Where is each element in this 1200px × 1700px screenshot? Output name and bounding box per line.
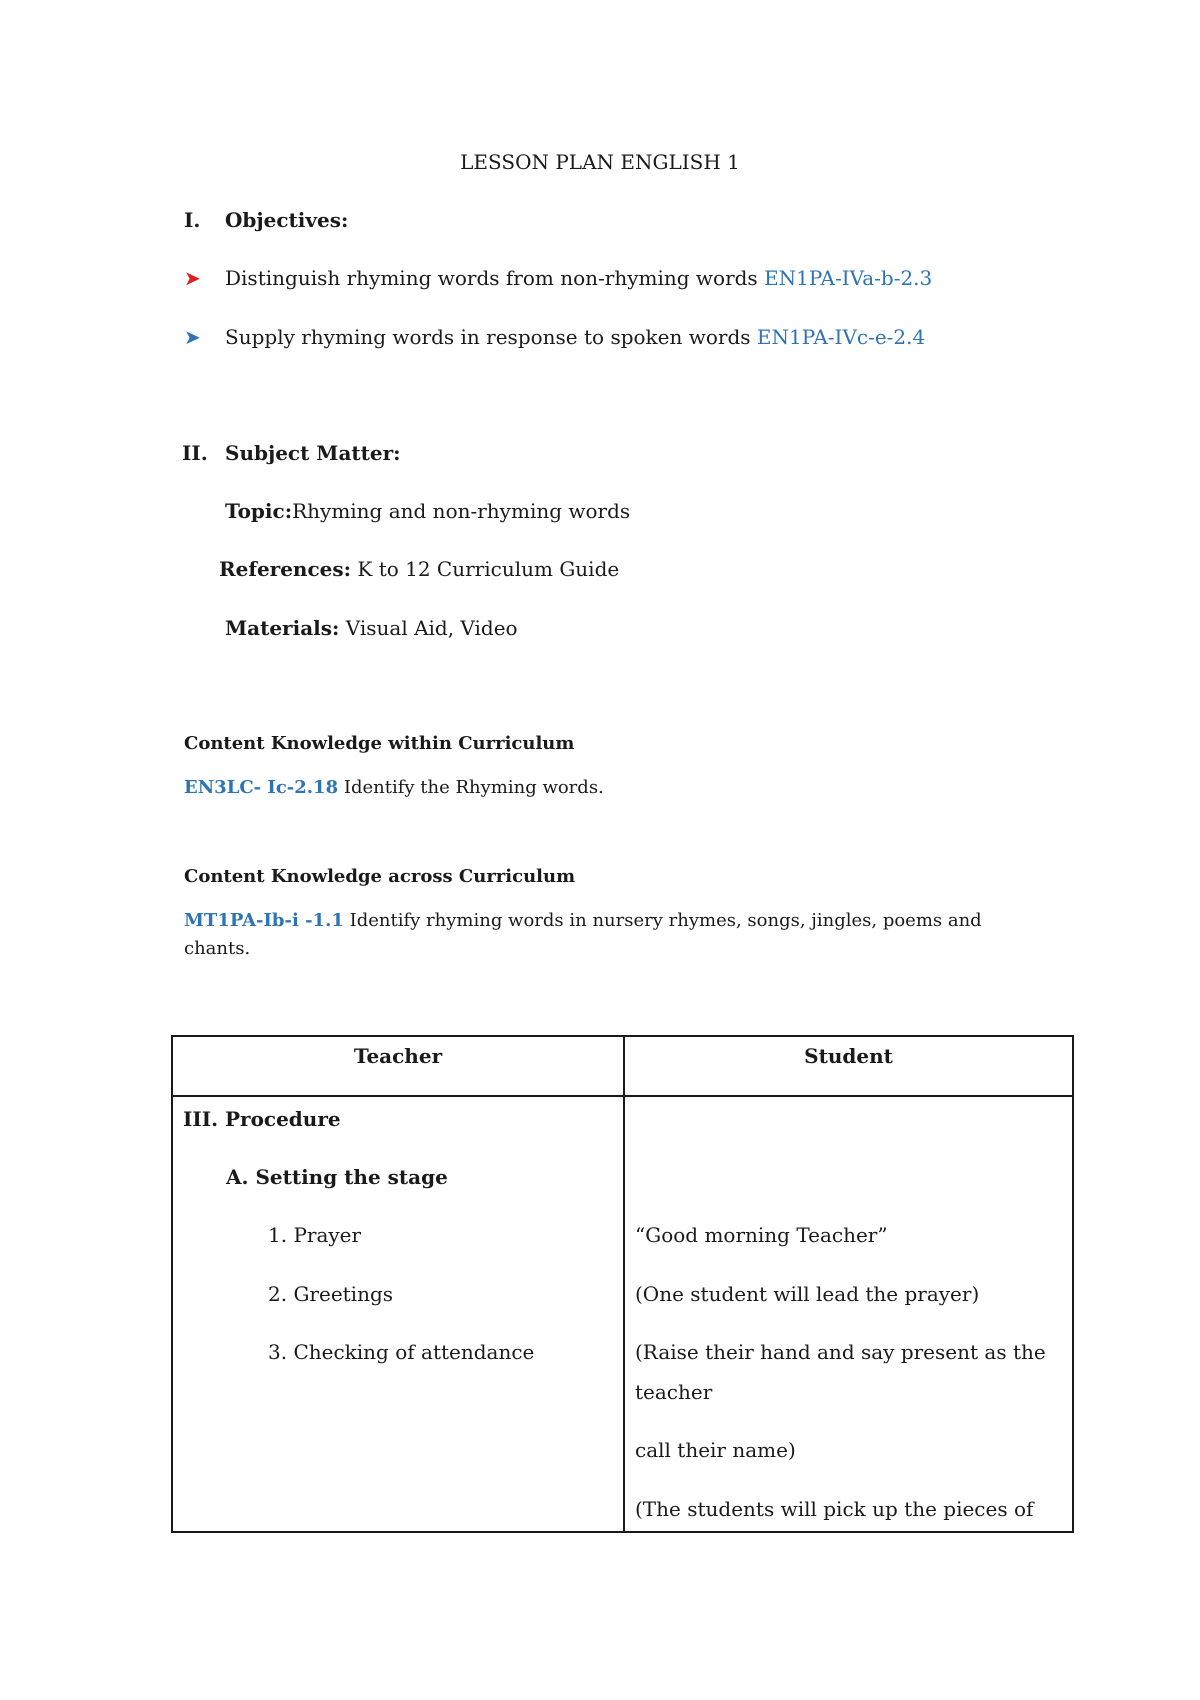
teacher-step: 1. Prayer [268, 1223, 362, 1247]
content-within-text: Identify the Rhyming words. [343, 777, 604, 798]
content-across-code: MT1PA-Ib-i -1.1 [184, 910, 344, 931]
blue-arrow-bullet-icon: ➤ [184, 325, 201, 349]
student-cell [624, 1096, 1073, 1532]
teacher-step: 3. Checking of attendance [268, 1340, 535, 1364]
objective-code: EN1PA-IVc-e-2.4 [756, 325, 926, 349]
objective-text: Supply rhyming words in response to spoken words [225, 325, 751, 349]
references-value: K to 12 Curriculum Guide [357, 557, 620, 581]
student-response-line: teacher [635, 1380, 713, 1404]
materials-line [225, 616, 518, 640]
setting-the-stage-heading: A. Setting the stage [226, 1165, 448, 1189]
objective-text: Distinguish rhyming words from non-rhyming words [225, 266, 758, 290]
procedure-heading: III. Procedure [183, 1107, 341, 1131]
materials-label: Materials: [225, 616, 340, 640]
objective-item-2 [225, 325, 925, 349]
content-across-line [184, 910, 982, 931]
materials-value: Visual Aid, Video [345, 616, 518, 640]
topic-value: Rhyming and non-rhyming words [292, 499, 631, 523]
objective-code: EN1PA-IVa-b-2.3 [764, 266, 933, 290]
teacher-cell [172, 1096, 624, 1532]
content-within-heading: Content Knowledge within Curriculum [184, 733, 575, 754]
content-across-text: Identify rhyming words in nursery rhymes, songs, jingles, poems and [349, 910, 982, 931]
student-response-line: “Good morning Teacher” [635, 1223, 888, 1247]
content-within-code: EN3LC- Ic-2.18 [184, 777, 339, 798]
subject-matter-heading: Subject Matter: [225, 441, 401, 465]
student-response-line: (Raise their hand and say present as the [635, 1340, 1046, 1364]
procedure-table [171, 1035, 1074, 1533]
references-label: References: [219, 557, 352, 581]
subject-matter-numeral: II. [182, 441, 208, 465]
topic-label: Topic: [225, 499, 293, 523]
content-across-text-continued: chants. [184, 938, 251, 959]
student-column-header: Student [624, 1036, 1073, 1096]
teacher-column-header: Teacher [172, 1036, 624, 1096]
content-across-heading: Content Knowledge across Curriculum [184, 866, 576, 887]
content-within-line [184, 777, 604, 798]
red-arrow-bullet-icon: ➤ [184, 266, 201, 290]
references-line [219, 557, 619, 581]
student-response-line: (The students will pick up the pieces of [635, 1497, 1034, 1521]
page-title: LESSON PLAN ENGLISH 1 [460, 150, 740, 174]
student-response-line: call their name) [635, 1438, 796, 1462]
teacher-step: 2. Greetings [268, 1282, 394, 1306]
objectives-numeral: I. [184, 208, 201, 232]
objective-item-1 [225, 266, 932, 290]
topic-line [225, 499, 630, 523]
student-response-line: (One student will lead the prayer) [635, 1282, 980, 1306]
objectives-heading: Objectives: [225, 208, 349, 232]
